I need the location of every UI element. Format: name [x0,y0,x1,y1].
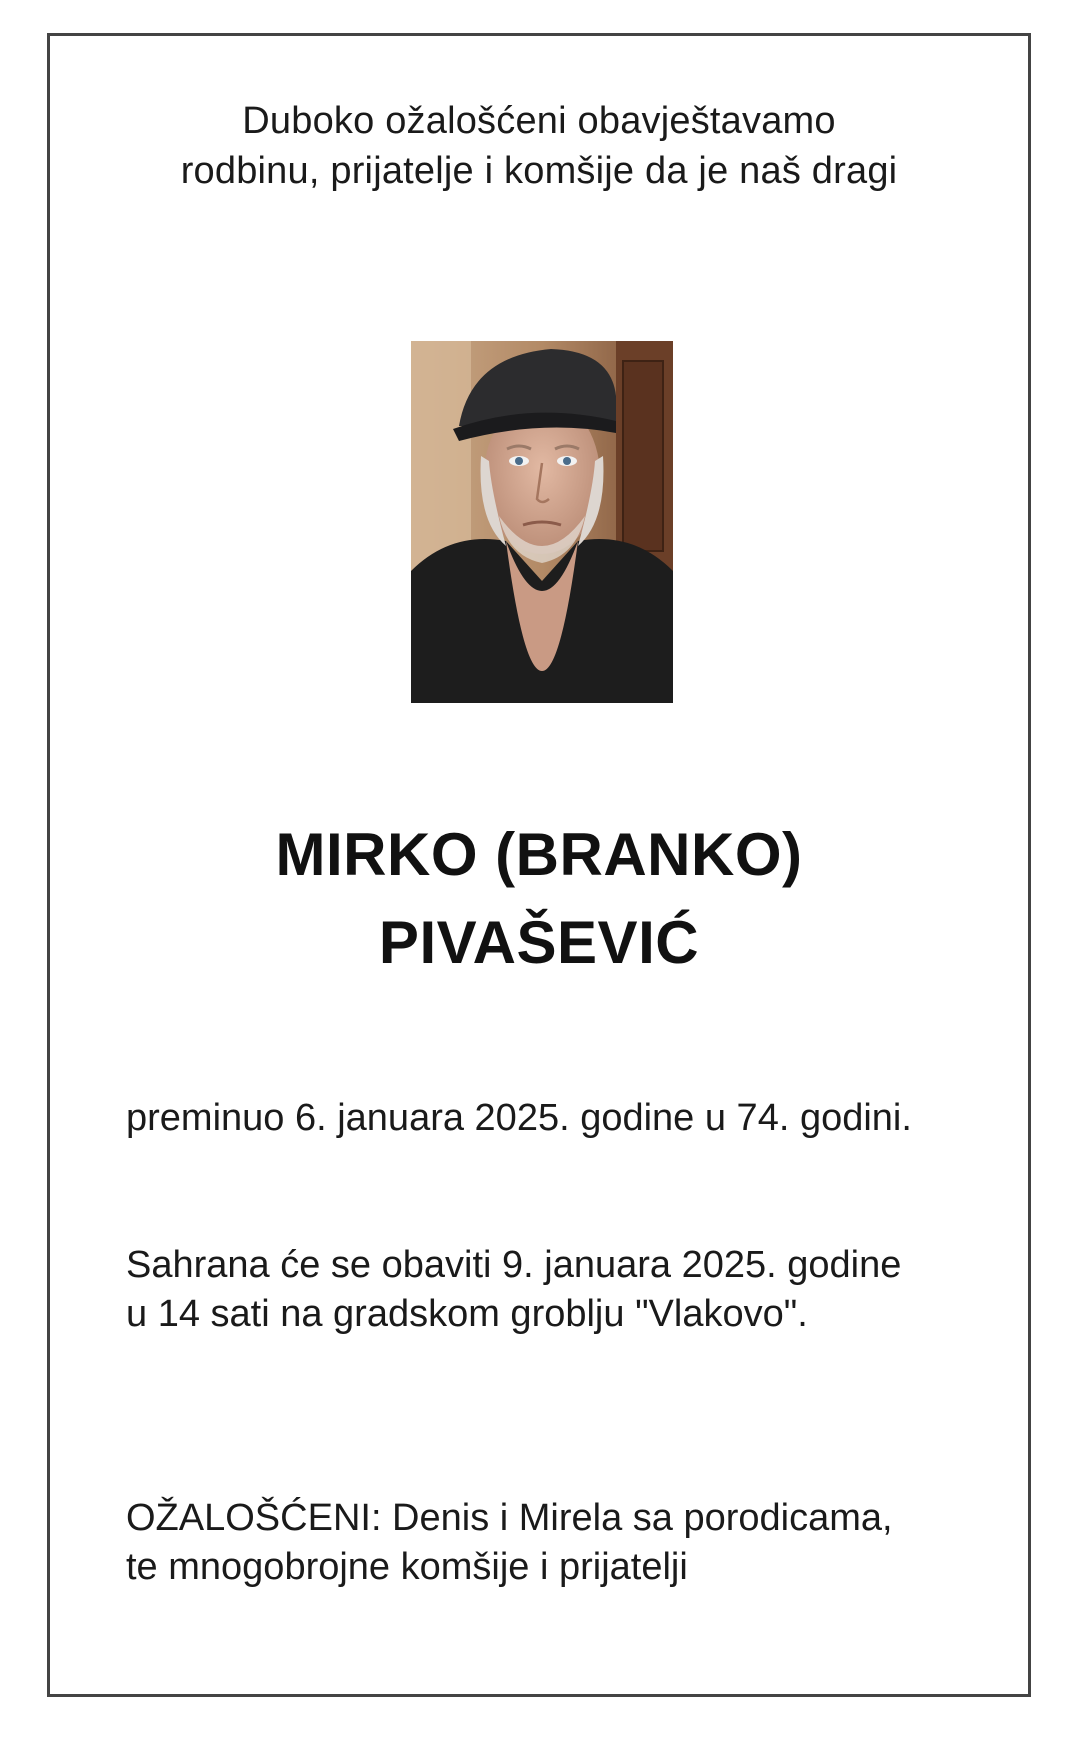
burial-info-paragraph: Sahrana će se obaviti 9. januara 2025. godine u 14 sati na gradskom groblju "Vlakovo". [126,1244,902,1335]
name-line-1: MIRKO (BRANKO) [275,821,803,888]
intro-text [50,96,1028,196]
intro-line-1: Duboko ožalošćeni obavještavamo [242,100,836,142]
intro-line-2: rodbinu, prijatelje i komšije da je naš dragi [180,150,898,192]
obituary-frame [47,33,1031,1697]
deceased-name [50,811,1028,987]
mourners-paragraph: OŽALOŠĆENI: Denis i Mirela sa porodicama, te mnogobrojne komšije i prijatelji [126,1497,893,1588]
death-date-paragraph: preminuo 6. januara 2025. godine u 74. godini. [126,1097,912,1139]
deceased-portrait-photo [411,341,673,703]
name-line-2: PIVAŠEVIĆ [378,909,700,976]
portrait-image [411,341,673,703]
